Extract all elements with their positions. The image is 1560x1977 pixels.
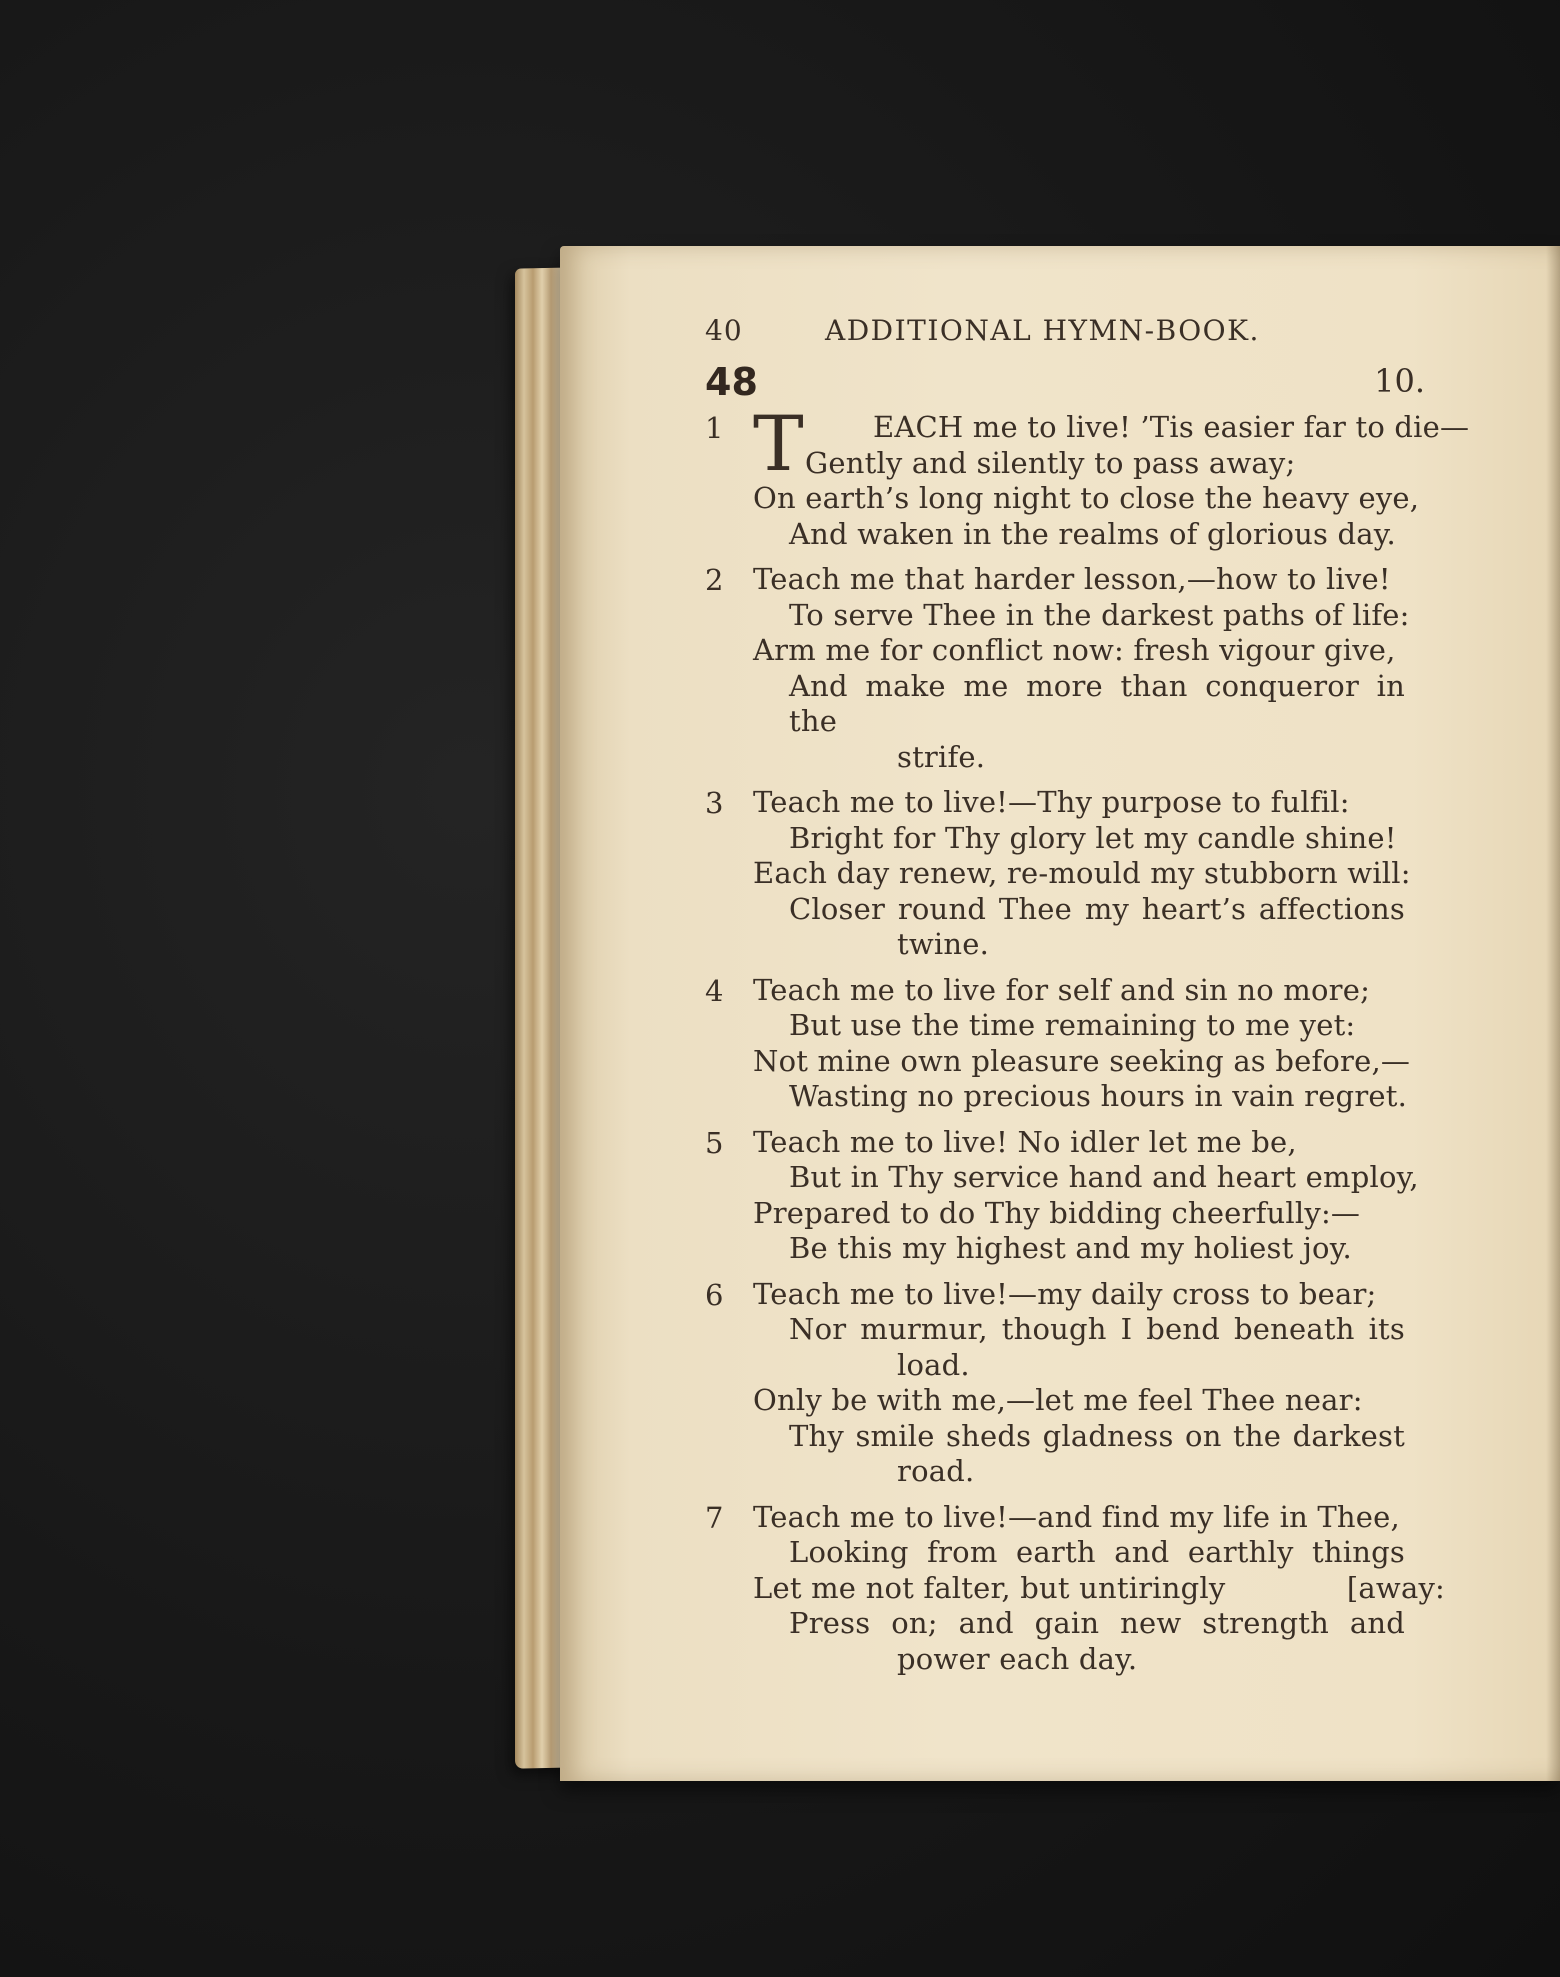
- verse-line: Thy smile sheds gladness on the darkest: [789, 1418, 1405, 1453]
- verse-line: Teach me to live!—my daily cross to bear;: [753, 1276, 1377, 1311]
- verse-number: 7: [705, 1500, 724, 1535]
- verse-line: Prepared to do Thy bidding cheerfully:—: [753, 1195, 1361, 1230]
- verse-line: Teach me to live!—and find my life in Thee,: [753, 1499, 1400, 1534]
- verse-line: load.: [897, 1347, 970, 1382]
- verse-2: [685, 562, 1445, 775]
- hymn-meter: 10.: [1374, 362, 1425, 400]
- verse-line: Press on; and gain new strength and: [789, 1606, 1405, 1640]
- verse-line: Closer round Thee my heart’s affections: [789, 891, 1405, 926]
- verse-line: strife.: [897, 739, 986, 774]
- verse-line: But in Thy service hand and heart employ,: [789, 1160, 1419, 1194]
- verse-line: And make me more than conqueror in the: [789, 668, 1405, 738]
- verse-line: Looking from earth and earthly things: [789, 1535, 1405, 1569]
- drop-cap: T: [753, 399, 804, 488]
- verse-line: Each day renew, re-mould my stubborn will:: [753, 856, 1411, 890]
- verse-3: [685, 785, 1445, 963]
- verse-number: 4: [705, 973, 724, 1008]
- verse-line: Not mine own pleasure seeking as before,—: [753, 1043, 1411, 1078]
- verse-line: twine.: [897, 927, 990, 961]
- verse-5: [685, 1125, 1445, 1267]
- verse-line-text: Let me not falter, but untiringly: [753, 1570, 1226, 1605]
- verse-line: Bright for Thy glory let my candle shine!: [789, 820, 1397, 855]
- verse-number: 5: [705, 1125, 724, 1160]
- page-number: 40: [705, 314, 743, 347]
- verse-line: road.: [897, 1454, 975, 1488]
- verse-line: [685, 1571, 1445, 1607]
- hymn-number: 48: [705, 360, 758, 404]
- verse-line: Wasting no precious hours in vain regret.: [789, 1079, 1408, 1113]
- running-head-title: ADDITIONAL HYMN-BOOK.: [825, 314, 1260, 347]
- verse-line: Teach me to live!—Thy purpose to fulfil:: [753, 785, 1350, 819]
- verse-line: Nor murmur, though I bend beneath its: [789, 1312, 1405, 1346]
- verse-line: Teach me to live! No idler let me be,: [753, 1124, 1297, 1159]
- verse-line: Teach me that harder lesson,—how to live!: [753, 562, 1391, 596]
- verse-number: 3: [705, 786, 724, 820]
- page-text: [685, 314, 1470, 1687]
- verse-1: [685, 399, 1470, 552]
- verse-line: Only be with me,—let me feel Thee near:: [753, 1383, 1363, 1417]
- verse-line: But use the time remaining to me yet:: [789, 1008, 1356, 1042]
- verse-line: To serve Thee in the darkest paths of life:: [789, 597, 1410, 632]
- verse-4: [685, 973, 1445, 1115]
- running-head: [685, 314, 1445, 358]
- verse-line: Be this my highest and my holiest joy.: [789, 1231, 1352, 1265]
- book-page: [560, 246, 1560, 1781]
- verse-line: Teach me to live for self and sin no more;: [753, 972, 1371, 1007]
- turnover-word: [away:: [1346, 1570, 1445, 1605]
- verse-6: [685, 1277, 1445, 1490]
- verse-number: 2: [705, 563, 724, 597]
- verse-7: [685, 1500, 1445, 1678]
- verse-number: 6: [705, 1277, 724, 1312]
- verse-line: power each day.: [897, 1641, 1138, 1676]
- verse-line: Arm me for conflict now: fresh vigour give,: [753, 633, 1396, 667]
- verse-line: And waken in the realms of glorious day.: [789, 516, 1396, 551]
- verse-line-text: EACH me to live! ’Tis easier far to die—: [873, 410, 1470, 444]
- verse-line: Gently and silently to pass away;: [805, 445, 1296, 480]
- verse-number: 1: [705, 411, 724, 445]
- verse-line: On earth’s long night to close the heavy eye,: [753, 481, 1420, 515]
